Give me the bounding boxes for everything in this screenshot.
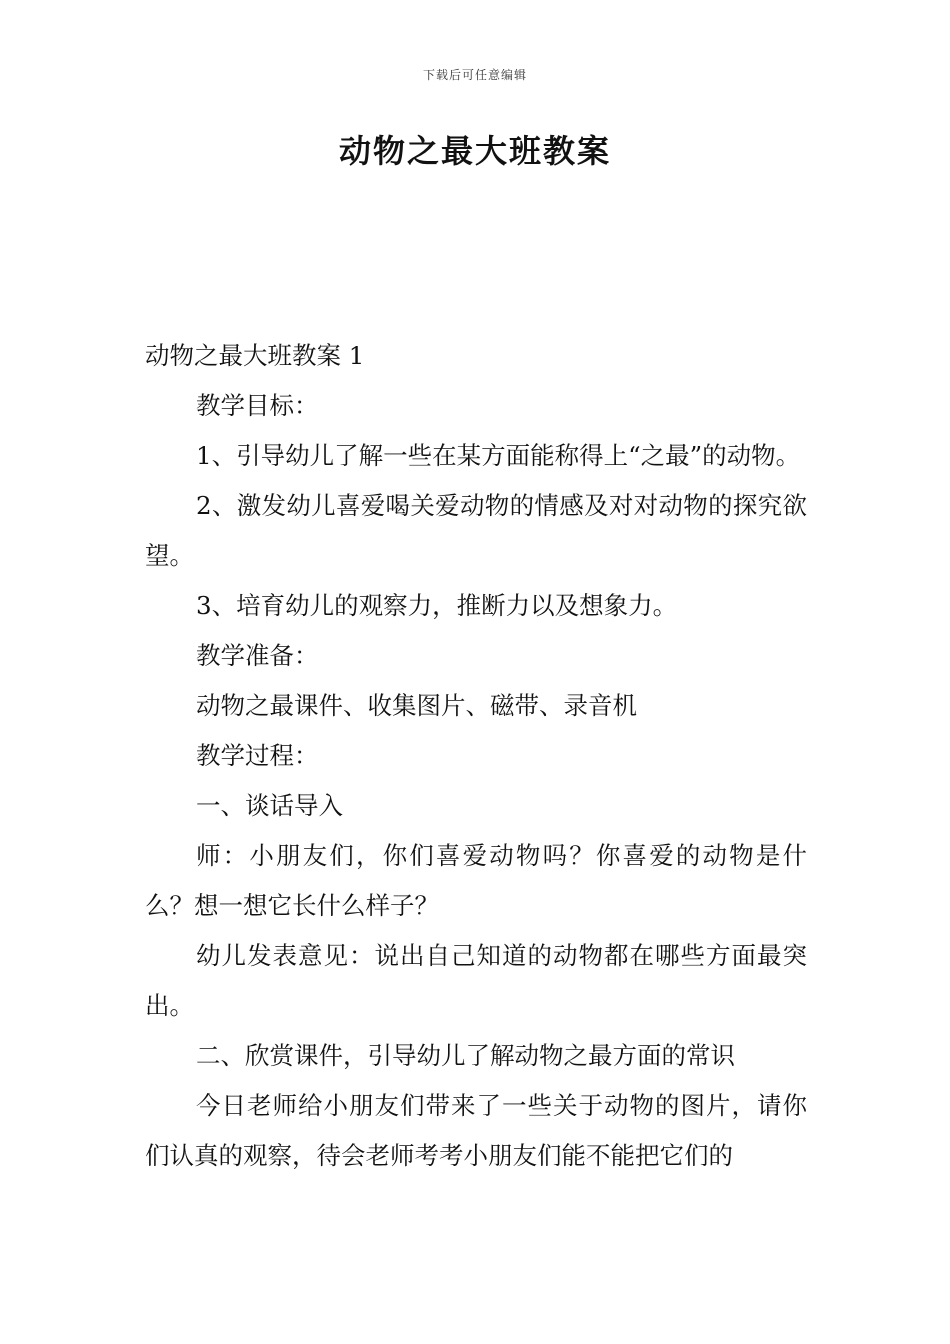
paragraph-teaching-goals-heading: 教学目标： <box>196 391 319 420</box>
paragraph-teacher-question: 师：小朋友们，你们喜爱动物吗？你喜爱的动物是什么？想一想它长什么样子？ <box>145 841 807 920</box>
header-note: 下载后可任意编辑 <box>422 68 527 82</box>
paragraph-teacher-intro: 今日老师给小朋友们带来了一些关于动物的图片，请你们认真的观察，待会老师考考小朋友们能不能把它们的 <box>145 1091 807 1170</box>
paragraph-step-2-heading: 二、欣赏课件，引导幼儿了解动物之最方面的常识 <box>196 1041 735 1070</box>
section-heading: 动物之最大班教案 1 <box>145 341 365 370</box>
paragraph-preparation-heading: 教学准备： <box>196 641 319 670</box>
document-title: 动物之最大班教案 <box>338 132 611 170</box>
paragraph-goal-1: 1、引导幼儿了解一些在某方面能称得上“之最”的动物。 <box>196 441 801 470</box>
paragraph-children-response: 幼儿发表意见：说出自己知道的动物都在哪些方面最突出。 <box>145 941 807 1020</box>
paragraph-goal-3: 3、培育幼儿的观察力，推断力以及想象力。 <box>196 591 678 620</box>
document-body <box>145 331 807 1181</box>
paragraph-preparation-items: 动物之最课件、收集图片、磁带、录音机 <box>196 691 637 720</box>
paragraph-step-1-heading: 一、谈话导入 <box>196 791 343 820</box>
paragraph-goal-2: 2、激发幼儿喜爱喝关爱动物的情感及对对动物的探究欲望。 <box>145 491 807 570</box>
paragraph-process-heading: 教学过程： <box>196 741 319 770</box>
